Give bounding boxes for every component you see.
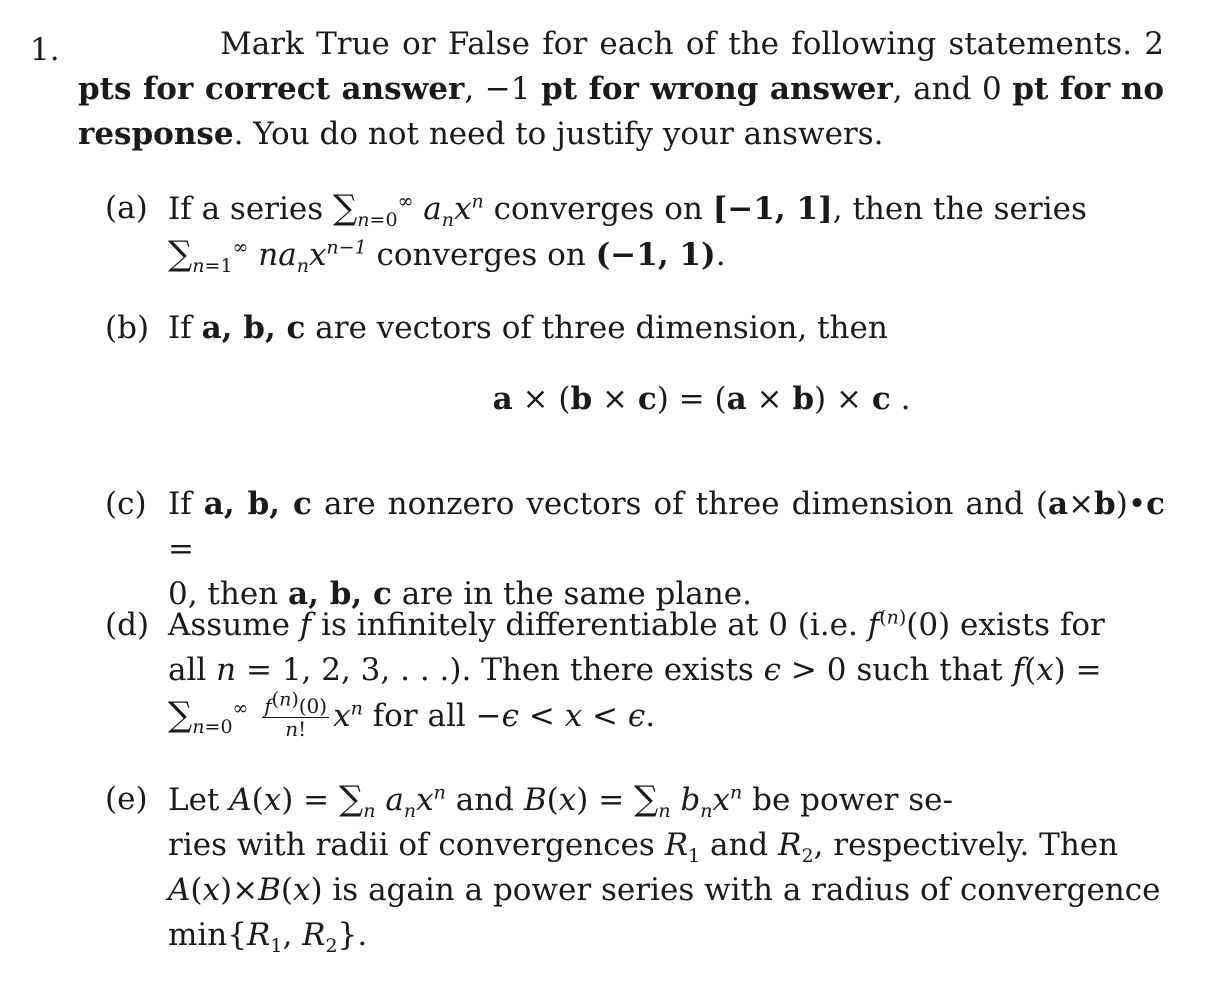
text-c1: If <box>168 486 192 522</box>
text-d3: exists for <box>960 607 1105 643</box>
text-c2: are nonzero vectors of three dimension and <box>323 486 1024 522</box>
item-c-label: (c) <box>105 486 147 522</box>
problem-intro <box>78 22 1164 157</box>
intro-prefix: Mark True or False for each of the following statements. 2 <box>220 26 1164 62</box>
text-a1: If a series <box>168 191 324 227</box>
item-b: (b) If a, b, c are vectors of three dimension, then a × (b × c) = (a × b) × c . <box>105 306 1165 422</box>
text-b2: are vectors of three dimension, then <box>315 310 888 346</box>
intro-mid1: , −1 <box>464 71 542 107</box>
text-e6: , respectively. Then <box>813 827 1119 863</box>
text-e7: is again a power series with a radius of convergence <box>332 872 1161 908</box>
intro-bold-ptfor: pt for <box>1012 71 1111 107</box>
text-e8: min{ <box>168 917 247 953</box>
intro-end: . You do not need to justify your answers. <box>233 116 884 152</box>
text-b1: If <box>168 310 192 346</box>
intro-bold-wrong: pt for wrong answer <box>541 71 893 107</box>
text-d1: Assume <box>168 607 290 643</box>
item-c: (c) If a, b, c are nonzero vectors of three dimension and (a×b)•c = 0, then a, b, c are in the same plane. <box>105 482 1165 617</box>
text-e5: and <box>709 827 769 863</box>
item-a: (a) If a series $\sum_{n=0}^\infty$ $a_nx^n$ converges on [−1, 1], then the series $\sum_{n=1}^\infty$ $na_nx^{n-1}$ converges on (−1, 1). <box>105 188 1087 278</box>
item-b-label: (b) <box>105 310 150 346</box>
text-d7: for all <box>372 698 466 734</box>
item-e-label: (e) <box>105 781 148 817</box>
text-d4: all <box>168 652 207 688</box>
text-a4: converges on <box>376 237 586 273</box>
item-d: (d) Assume f is infinitely differentiable at 0 (i.e. $f^{(n)}(0)$ exists for all n = 1, 2, 3, . . .). Then there exists ϵ > 0 such that f(x) = $\sum_{n=0}^\infty$ $\frac{f^{(n)}(0)}{n!}$ $x^n$ for all −ϵ < x < ϵ. <box>105 603 1165 740</box>
text-c3: 0, then <box>168 576 279 612</box>
intro-bold-noresponse: no response <box>78 71 1165 152</box>
text-c4: are in the same plane. <box>401 576 752 612</box>
item-a-label: (a) <box>105 190 148 226</box>
text-d6: such that <box>856 652 1003 688</box>
text-e2: and <box>455 782 515 818</box>
item-d-label: (d) <box>105 607 150 643</box>
equation-b: a × (b × c) = (a × b) × c . <box>492 381 911 417</box>
text-e1: Let <box>168 782 220 818</box>
intro-bold-correct: pts for correct answer <box>78 71 465 107</box>
item-e: (e) Let $A(x) = \sum_n$ $a_nx^n$ and $B(x) = \sum_n$ $b_nx^n$ be power se- ries with radii of convergences $R_1$ and $R_2$, respectively. Then A(x)×B(x) is again a power series with a radius of convergence $\min\{R_1$, $R_2$}. <box>105 779 1161 958</box>
text-a3: , then the series <box>832 191 1087 227</box>
problem-number: 1. <box>30 32 60 68</box>
intro-mid2: , and 0 <box>892 71 1013 107</box>
text-a2: converges on <box>493 191 703 227</box>
text-d5: . Then there exists <box>461 652 754 688</box>
text-e3: be power se- <box>752 782 953 818</box>
text-d2: is infinitely differentiable at 0 (i.e. <box>321 607 858 643</box>
text-e4: ries with radii of convergences <box>168 827 655 863</box>
